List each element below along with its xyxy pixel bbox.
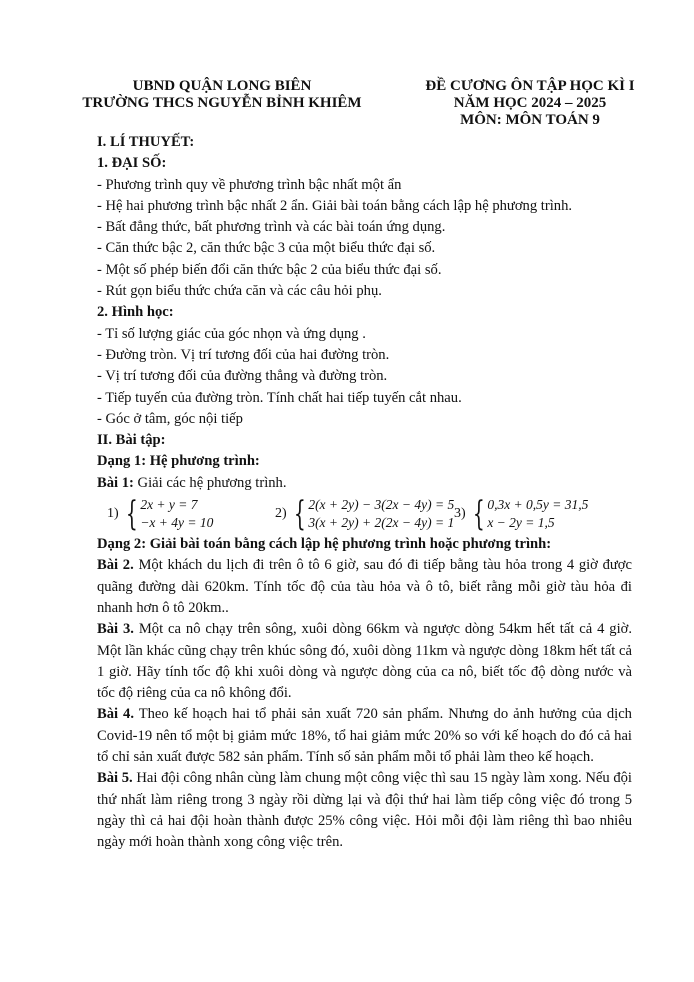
list-item: - Đường tròn. Vị trí tương đối của hai đường tròn. — [97, 346, 390, 363]
list-item: - Phương trình quy về phương trình bậc nhất một ẩn — [97, 176, 402, 193]
equation-system-3 — [454, 494, 588, 534]
type1-title: Dạng 1: Hệ phương trình: — [97, 453, 260, 470]
section-exercises-title: II. Bài tập: — [97, 432, 166, 449]
system-number: 3) — [454, 506, 466, 522]
left-brace-icon: { — [125, 494, 138, 535]
algebra-list — [97, 175, 632, 303]
section-theory-title: I. LÍ THUYẾT: — [97, 134, 195, 150]
geometry-title: 2. Hình học: — [97, 304, 174, 321]
algebra-title: 1. ĐẠI SỐ: — [97, 155, 167, 172]
equation: −x + 4y = 10 — [140, 515, 214, 531]
problem-text: Giải các hệ phương trình. — [133, 474, 287, 491]
problem-label: Bài 4. — [97, 706, 134, 723]
system-number: 1) — [107, 506, 119, 522]
list-item: - Vị trí tương đối của đường thẳng và đường tròn. — [97, 368, 388, 385]
equation: 3(x + 2y) + 2(2x − 4y) = 1 — [308, 515, 455, 531]
document-title-block — [400, 78, 660, 129]
problem-2 — [97, 555, 632, 619]
list-item: - Một số phép biến đổi căn thức bậc 2 của biểu thức đại số. — [97, 261, 442, 278]
left-brace-icon: { — [472, 494, 485, 535]
problem-4 — [97, 704, 632, 768]
problem-text: Theo kế hoạch hai tổ phải sản xuất 720 sản phẩm. Nhưng do ảnh hưởng của dịch Covid-19 nên tổ một bị giảm mức 18%, tổ hai giảm mức 20% so với kế hoạch do đó cả hai tổ chỉ sản xuất được 582 sản phẩm. Tính số sản phẩm mỗi tổ phải làm theo kế hoạch. — [97, 706, 632, 766]
school-year: NĂM HỌC 2024 – 2025 — [453, 95, 607, 111]
problem-5 — [97, 768, 632, 853]
district-name: UBND QUẬN LONG BIÊN — [132, 78, 312, 94]
equation-system-2 — [275, 494, 454, 534]
problem-label: Bài 3. — [97, 621, 134, 638]
list-item: - Rút gọn biểu thức chứa căn và các câu hỏi phụ. — [97, 283, 382, 300]
system-number: 2) — [275, 506, 287, 522]
list-item: - Bất đẳng thức, bất phương trình và các bài toán ứng dụng. — [97, 219, 446, 236]
list-item: - Tỉ số lượng giác của góc nhọn và ứng dụng . — [97, 325, 366, 342]
problem-1 — [97, 473, 632, 494]
geometry-list — [97, 324, 632, 430]
problem-text: Hai đội công nhân cùng làm chung một công việc thì sau 15 ngày làm xong. Nếu đội thứ nhất làm riêng trong 3 ngày rồi dừng lại và đội thứ hai làm tiếp công việc đó trong 5 ngày thì cả hai đội hoàn thành được 25% công việc. Hỏi mỗi đội làm riêng thì bao nhiêu ngày mới hoàn thành xong công việc trên. — [97, 770, 632, 851]
list-item: - Hệ hai phương trình bậc nhất 2 ẩn. Giải bài toán bằng cách lập hệ phương trình. — [97, 197, 573, 214]
problem-text: Một ca nô chạy trên sông, xuôi dòng 66km và ngược dòng 54km hết tất cả 4 giờ. Một lần khác cũng chạy trên khúc sông đó, xuôi dòng 11km và ngược dòng 18km hết tất cả 1 giờ. Hãy tính tốc độ khi xuôi dòng và ngược dòng của ca nô, biết tốc độ dòng nước và tốc độ riêng của ca nô không đổi. — [97, 621, 632, 702]
list-item: - Góc ở tâm, góc nội tiếp — [97, 410, 243, 427]
equation: x − 2y = 1,5 — [487, 515, 555, 531]
school-header — [72, 78, 372, 112]
left-brace-icon: { — [293, 494, 306, 535]
type2-title: Dạng 2: Giải bài toán bằng cách lập hệ phương trình hoặc phương trình: — [97, 536, 552, 553]
problem-label: Bài 5. — [97, 770, 133, 787]
problem-text: Một khách du lịch đi trên ô tô 6 giờ, sau đó đi tiếp bằng tàu hỏa trong 4 giờ được quãng đường dài 620km. Tính tốc độ của tàu hỏa và ô tô, biết rằng mỗi giờ tàu hỏa đi nhanh hơn ô tô 20km.. — [97, 557, 633, 616]
problem-label: Bài 1: — [97, 474, 134, 491]
equation-systems — [97, 494, 632, 534]
equation: 2(x + 2y) − 3(2x − 4y) = 5 — [308, 497, 455, 513]
equation-system-1 — [107, 494, 213, 534]
school-name: TRƯỜNG THCS NGUYỄN BỈNH KHIÊM — [82, 95, 362, 111]
list-item: - Tiếp tuyến của đường tròn. Tính chất hai tiếp tuyến cắt nhau. — [97, 389, 462, 406]
problem-3 — [97, 619, 632, 704]
equation: 2x + y = 7 — [140, 497, 198, 513]
list-item: - Căn thức bậc 2, căn thức bậc 3 của một biểu thức đại số. — [97, 240, 436, 257]
document-body — [97, 132, 632, 854]
problem-label: Bài 2. — [97, 557, 134, 574]
subject: MÔN: MÔN TOÁN 9 — [460, 112, 600, 128]
equation: 0,3x + 0,5y = 31,5 — [487, 497, 589, 513]
document-title: ĐỀ CƯƠNG ÔN TẬP HỌC KÌ I — [425, 78, 635, 94]
